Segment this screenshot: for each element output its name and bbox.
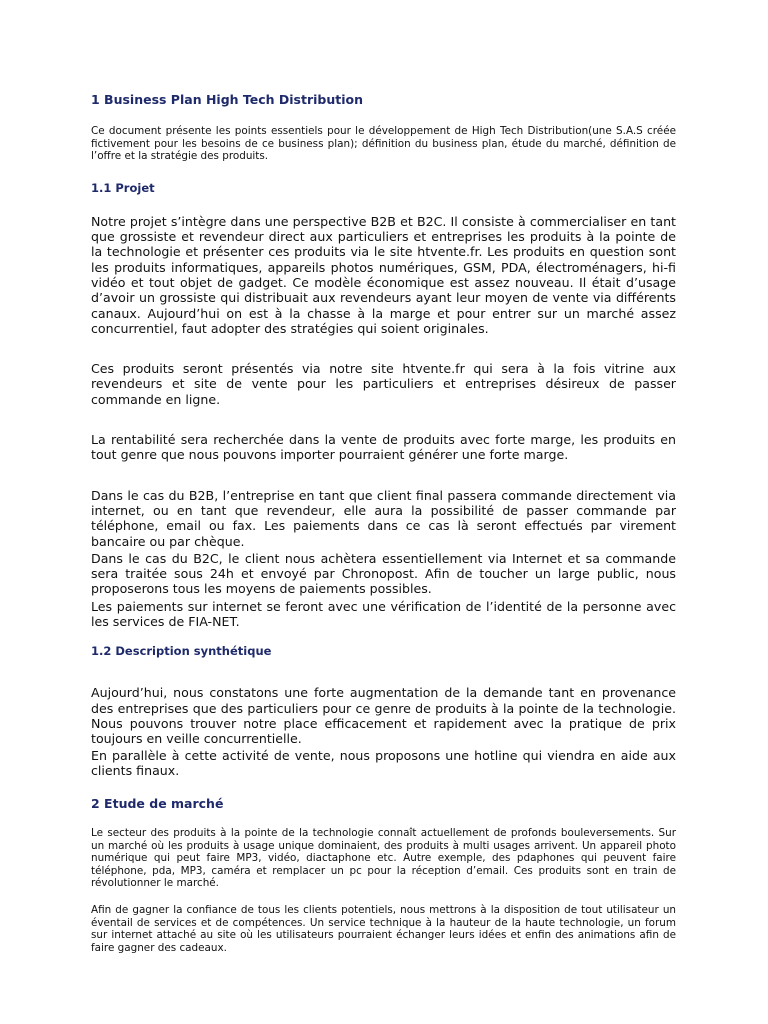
marche-paragraph-1: Le secteur des produits à la pointe de la technologie connaît actuellement de profonds bouleversements. Sur un marché où les produits à usage unique dominaient, des produits à multi usages arrivent. Un appareil photo numérique qui peut faire MP3, vidéo, diactaphone etc. Autre exemple, des pdaphones qui peuvent faire téléphone, pda, MP3, caméra et remplacer un pc pour la réception d’email. Ces produits sont en train de révolutionner le marché.	[91, 827, 676, 890]
heading-business-plan: 1 Business Plan High Tech Distribution	[91, 92, 364, 107]
projet-paragraph-4: Dans le cas du B2B, l’entreprise en tant que client final passera commande directement via internet, ou en tant que revendeur, elle aura la possibilité de passer commande par téléphone, email ou fax. Les paiements dans ce cas là seront effectués par virement bancaire ou par chèque.	[91, 487, 676, 549]
document-page	[91, 90, 676, 954]
description-paragraph-2: En parallèle à cette activité de vente, nous proposons une hotline qui viendra en aide aux clients finaux.	[91, 747, 676, 778]
projet-paragraph-5: Dans le cas du B2C, le client nous achètera essentiellement via Internet et sa commande sera traitée sous 24h et envoyé par Chronopost. Afin de toucher un large public, nous proposerons tous les moyens de paiements possibles.	[91, 550, 676, 597]
heading-projet: 1.1 Projet	[91, 180, 155, 195]
marche-paragraph-2: Afin de gagner la confiance de tous les clients potentiels, nous mettrons à la disposition de tout utilisateur un éventail de services et de compétences. Un service technique à la hauteur de la haute technologie, un forum sur internet attaché au site où les utilisateurs pourraient échanger leurs idées et enfin des animations afin de faire gagner des cadeaux.	[91, 904, 676, 954]
projet-paragraph-3: La rentabilité sera recherchée dans la vente de produits avec forte marge, les produits en tout genre que nous pouvons importer pourraient générer une forte marge.	[91, 432, 676, 463]
projet-paragraph-2: Ces produits seront présentés via notre site htvente.fr qui sera à la fois vitrine aux revendeurs et site de vente pour les particuliers et entreprises désireux de passer commande en ligne.	[91, 361, 676, 407]
projet-paragraph-1: Notre projet s’intègre dans une perspective B2B et B2C. Il consiste à commercialiser en tant que grossiste et revendeur direct aux particuliers et entreprises les produits à la pointe de la technologie et présenter ces produits via le site htvente.fr. Les produits en question sont les produits informatiques, appareils photos numériques, GSM, PDA, électroménagers, hi-fi vidéo et tout objet de gadget. Ce modèle économique est assez nouveau. Il était d’usage d’avoir un grossiste qui distribuait aux revendeurs ayant leur moyen de vente via différents canaux. Aujourd’hui on est à la chasse à la marge et pour entrer sur un marché assez concurrentiel, faut adopter des stratégies qui soient originales.	[91, 213, 676, 336]
heading-etude-de-marche: 2 Etude de marché	[91, 796, 224, 812]
description-paragraph-1: Aujourd’hui, nous constatons une forte augmentation de la demande tant en provenance des entreprises que des particuliers pour ce genre de produits à la pointe de la technologie. Nous pouvons trouver notre place efficacement et rapidement avec la pratique de prix toujours en veille concurrentielle.	[91, 685, 676, 747]
projet-paragraph-6: Les paiements sur internet se feront avec une vérification de l’identité de la personne avec les services de FIA-NET.	[91, 598, 676, 630]
intro-paragraph: Ce document présente les points essentiels pour le développement de High Tech Distribution(une S.A.S créée fictivement pour les besoins de ce business plan); définition du business plan, étude du marché, définition de l’offre et la stratégie des produits.	[91, 125, 676, 163]
heading-description-synthetique: 1.2 Description synthétique	[91, 644, 272, 659]
